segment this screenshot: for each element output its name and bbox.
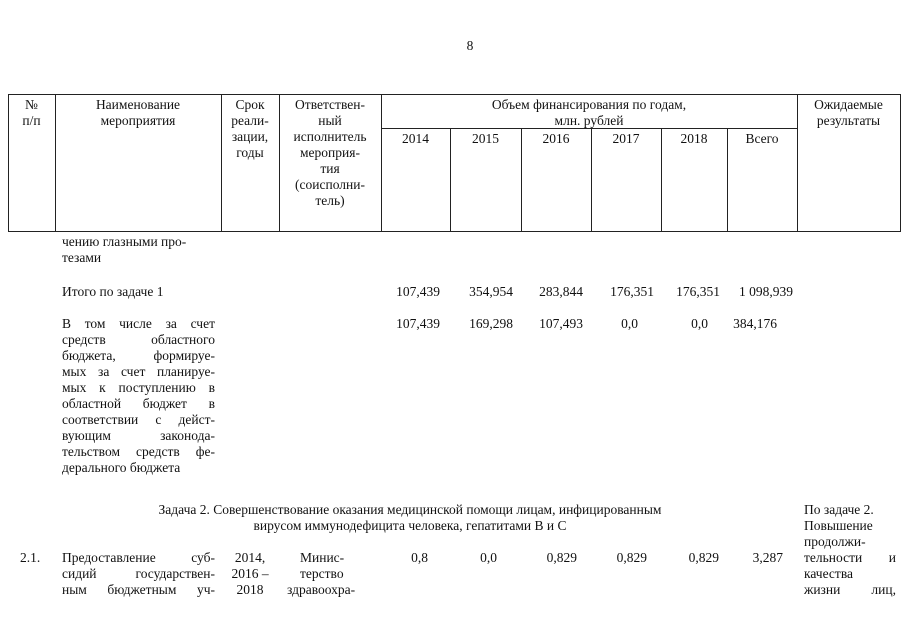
total-task1-2016: 283,844 [539,284,583,299]
header-year-2015: 2015 [472,131,499,146]
header-year-2018: 2018 [680,131,708,146]
regional-total: 384,176 [733,316,777,331]
regional-2015: 169,298 [469,316,513,331]
row-2-1-2015: 0,0 [480,550,497,565]
row-2-1-name: Предоставление суб- сидий государствен- ным бюджетным уч- [62,550,215,597]
header-bottom-border [8,231,901,232]
row-2-1-2016: 0,829 [546,550,577,565]
header-col-executor: Ответствен- ный исполнитель мероприя- тия (соисполни- тель) [293,97,367,208]
task2-title: Задача 2. Совершенствование оказания медицинской помощи лицам, инфицированным вирусом иммунодефицита человека, гепатитами В и С [158,502,662,533]
total-task1-label: Итого по задаче 1 [62,284,164,299]
row-2-1-2018: 0,829 [688,550,719,565]
regional-2017: 0,0 [621,316,638,331]
total-task1-2015: 354,954 [469,284,513,299]
total-task1-2018: 176,351 [676,284,720,299]
regional-2016: 107,493 [539,316,583,331]
header-col-name: Наименование мероприятия [95,97,181,128]
table-top-border [8,94,901,95]
header-year-2016: 2016 [542,131,570,146]
total-task1-total: 1 098,939 [739,284,793,299]
header-col-funding: Объем финансирования по годам, млн. рублей [491,97,687,128]
header-col-results: Ожидаемые результаты [814,97,883,128]
regional-2018: 0,0 [691,316,708,331]
row-2-1-number: 2.1. [20,550,41,565]
row-2-1-executor: Минис- терство здравоохра- [287,550,356,597]
row-2-1-2017: 0,829 [616,550,647,565]
header-col-term: Срок реали- зации, годы [231,97,269,160]
total-task1-2017: 176,351 [610,284,654,299]
regional-budget-label: В том числе за счет средств областного бюджета, формируе- мых за счет планируе- мых к поступлению в областной бюджет в соответствии с дейст- вующим законода- тельством средств фе- дерального бюджета [62,316,215,475]
regional-2014: 107,439 [396,316,440,331]
header-year-total: Всего [745,131,779,146]
header-col-num: № п/п [22,97,41,128]
header-year-2014: 2014 [402,131,429,146]
grid-line [900,94,901,231]
row-2-1-2014: 0,8 [411,550,428,565]
header-year-2017: 2017 [612,131,640,146]
task2-expected-result: По задаче 2. Повышение продолжи- тельности и качества жизни лиц, [804,502,896,597]
total-task1-2014: 107,439 [396,284,440,299]
row-2-1-total: 3,287 [752,550,783,565]
row-2-1-term: 2014, 2016 – 2018 [231,550,269,597]
page-number: 8 [466,38,474,53]
continuation-text: чению глазными про- тезами [62,234,187,265]
